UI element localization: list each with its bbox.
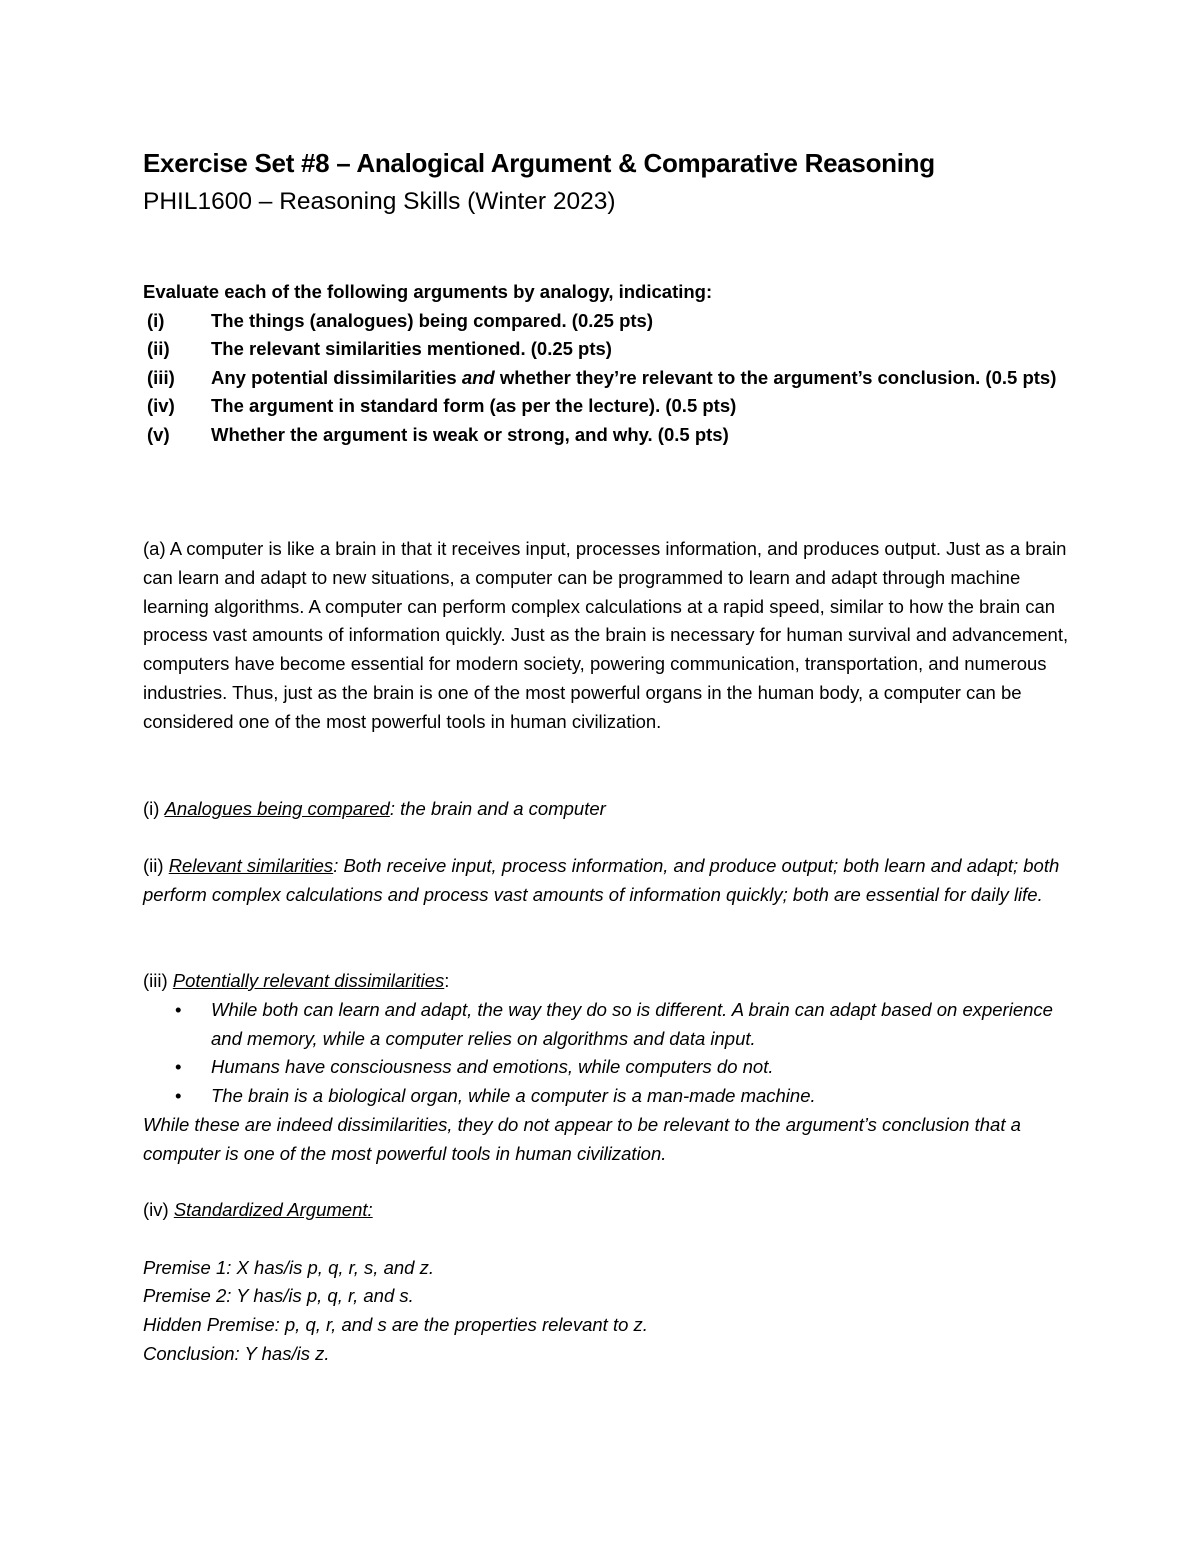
list-item-text: Humans have consciousness and emotions, while computers do not. — [211, 1056, 774, 1078]
instruction-item-iv — [143, 392, 1083, 421]
document-title: Exercise Set #8 – Analogical Argument & Comparative Reasoning — [143, 148, 935, 178]
answer-iv-label: (iv) — [143, 1199, 174, 1220]
answer-ii — [143, 852, 1083, 910]
question-a: (a) A computer is like a brain in that it receives input, processes information, and produces output. Just as a brain can learn and adapt to new situations, a computer can be programmed to learn and adapt through machine learning algorithms. A computer can perform complex calculations at a rapid speed, similar to how the brain can process vast amounts of information quickly. Just as the brain is necessary for human survival and advancement, computers have become essential for modern society, powering communication, transportation, and numerous industries. Thus, just as the brain is one of the most powerful organs in the human body, a computer can be considered one of the most powerful tools in human civilization. — [143, 538, 1069, 732]
answer-ii-text: : Both receive input, process information, and produce output; both learn and adapt; both perform complex calculations and process vast amounts of information quickly; both are essential for daily life. — [143, 855, 1060, 905]
instructions-intro: Evaluate each of the following arguments by analogy, indicating: — [143, 281, 713, 302]
answer-i-heading: Analogues being compared — [164, 798, 390, 819]
answer-iv-heading: Standardized Argument: — [173, 1199, 373, 1220]
instruction-number: (i) — [147, 309, 165, 331]
answer-iii — [143, 967, 1083, 1169]
answer-iv-heading-line — [143, 1196, 1083, 1225]
answer-iii-colon: : — [444, 970, 450, 991]
document-subtitle: PHIL1600 – Reasoning Skills (Winter 2023) — [143, 188, 616, 215]
premise-1: Premise 1: X has/is p, q, r, s, and z. — [143, 1256, 434, 1278]
answer-i-label: (i) — [143, 798, 165, 819]
instruction-number: (v) — [147, 423, 170, 445]
answer-iii-heading: Potentially relevant dissimilarities — [172, 970, 445, 991]
answer-i-text: : the brain and a computer — [389, 798, 606, 819]
list-item — [143, 996, 1083, 1054]
instruction-item-v — [143, 421, 1083, 450]
instruction-number: (ii) — [147, 338, 170, 360]
instruction-item-i — [143, 307, 1083, 336]
premise-2: Premise 2: Y has/is p, q, r, and s. — [143, 1285, 414, 1307]
answer-ii-heading: Relevant similarities — [168, 855, 334, 876]
answer-i — [143, 795, 1083, 824]
answer-ii-label: (ii) — [143, 855, 169, 876]
dissimilarities-list — [143, 996, 1083, 1111]
list-item-text: The brain is a biological organ, while a computer is a man-made machine. — [211, 1085, 816, 1107]
instruction-item-iii — [143, 364, 1083, 393]
list-item — [143, 1053, 1083, 1082]
instruction-text-after: whether they’re relevant to the argument’s conclusion. (0.5 pts) — [494, 366, 1057, 388]
instruction-text: Whether the argument is weak or strong, and why. (0.5 pts) — [211, 423, 729, 445]
instruction-text: The argument in standard form (as per the lecture). (0.5 pts) — [211, 395, 737, 417]
instructions — [143, 278, 1083, 450]
spacer — [143, 1225, 1083, 1254]
list-item-text: While both can learn and adapt, the way they do so is different. A brain can adapt based on experience and memory, while a computer relies on algorithms and data input. — [211, 998, 1053, 1049]
instruction-number: (iii) — [147, 366, 175, 388]
instruction-text — [211, 364, 1083, 393]
bullet-icon: • — [175, 1056, 182, 1078]
hidden-premise: Hidden Premise: p, q, r, and s are the properties relevant to z. — [143, 1314, 648, 1336]
list-item — [143, 1082, 1083, 1111]
bullet-icon: • — [175, 1085, 182, 1107]
instruction-number: (iv) — [147, 395, 175, 417]
answer-iv — [143, 1196, 1083, 1369]
instruction-text: The relevant similarities mentioned. (0.25 pts) — [211, 338, 612, 360]
bullet-icon: • — [175, 998, 182, 1020]
answer-iii-heading-line — [143, 967, 1083, 996]
answer-iii-label: (iii) — [143, 970, 173, 991]
instruction-text: The things (analogues) being compared. (0.25 pts) — [211, 309, 654, 331]
instruction-item-ii — [143, 335, 1083, 364]
instruction-text-emphasis: and — [461, 366, 495, 388]
instruction-text-before: Any potential dissimilarities — [211, 366, 462, 388]
conclusion: Conclusion: Y has/is z. — [143, 1342, 330, 1364]
answer-iii-conclusion: While these are indeed dissimilarities, they do not appear to be relevant to the argument’s conclusion that a computer is one of the most powerful tools in human civilization. — [143, 1113, 1021, 1164]
